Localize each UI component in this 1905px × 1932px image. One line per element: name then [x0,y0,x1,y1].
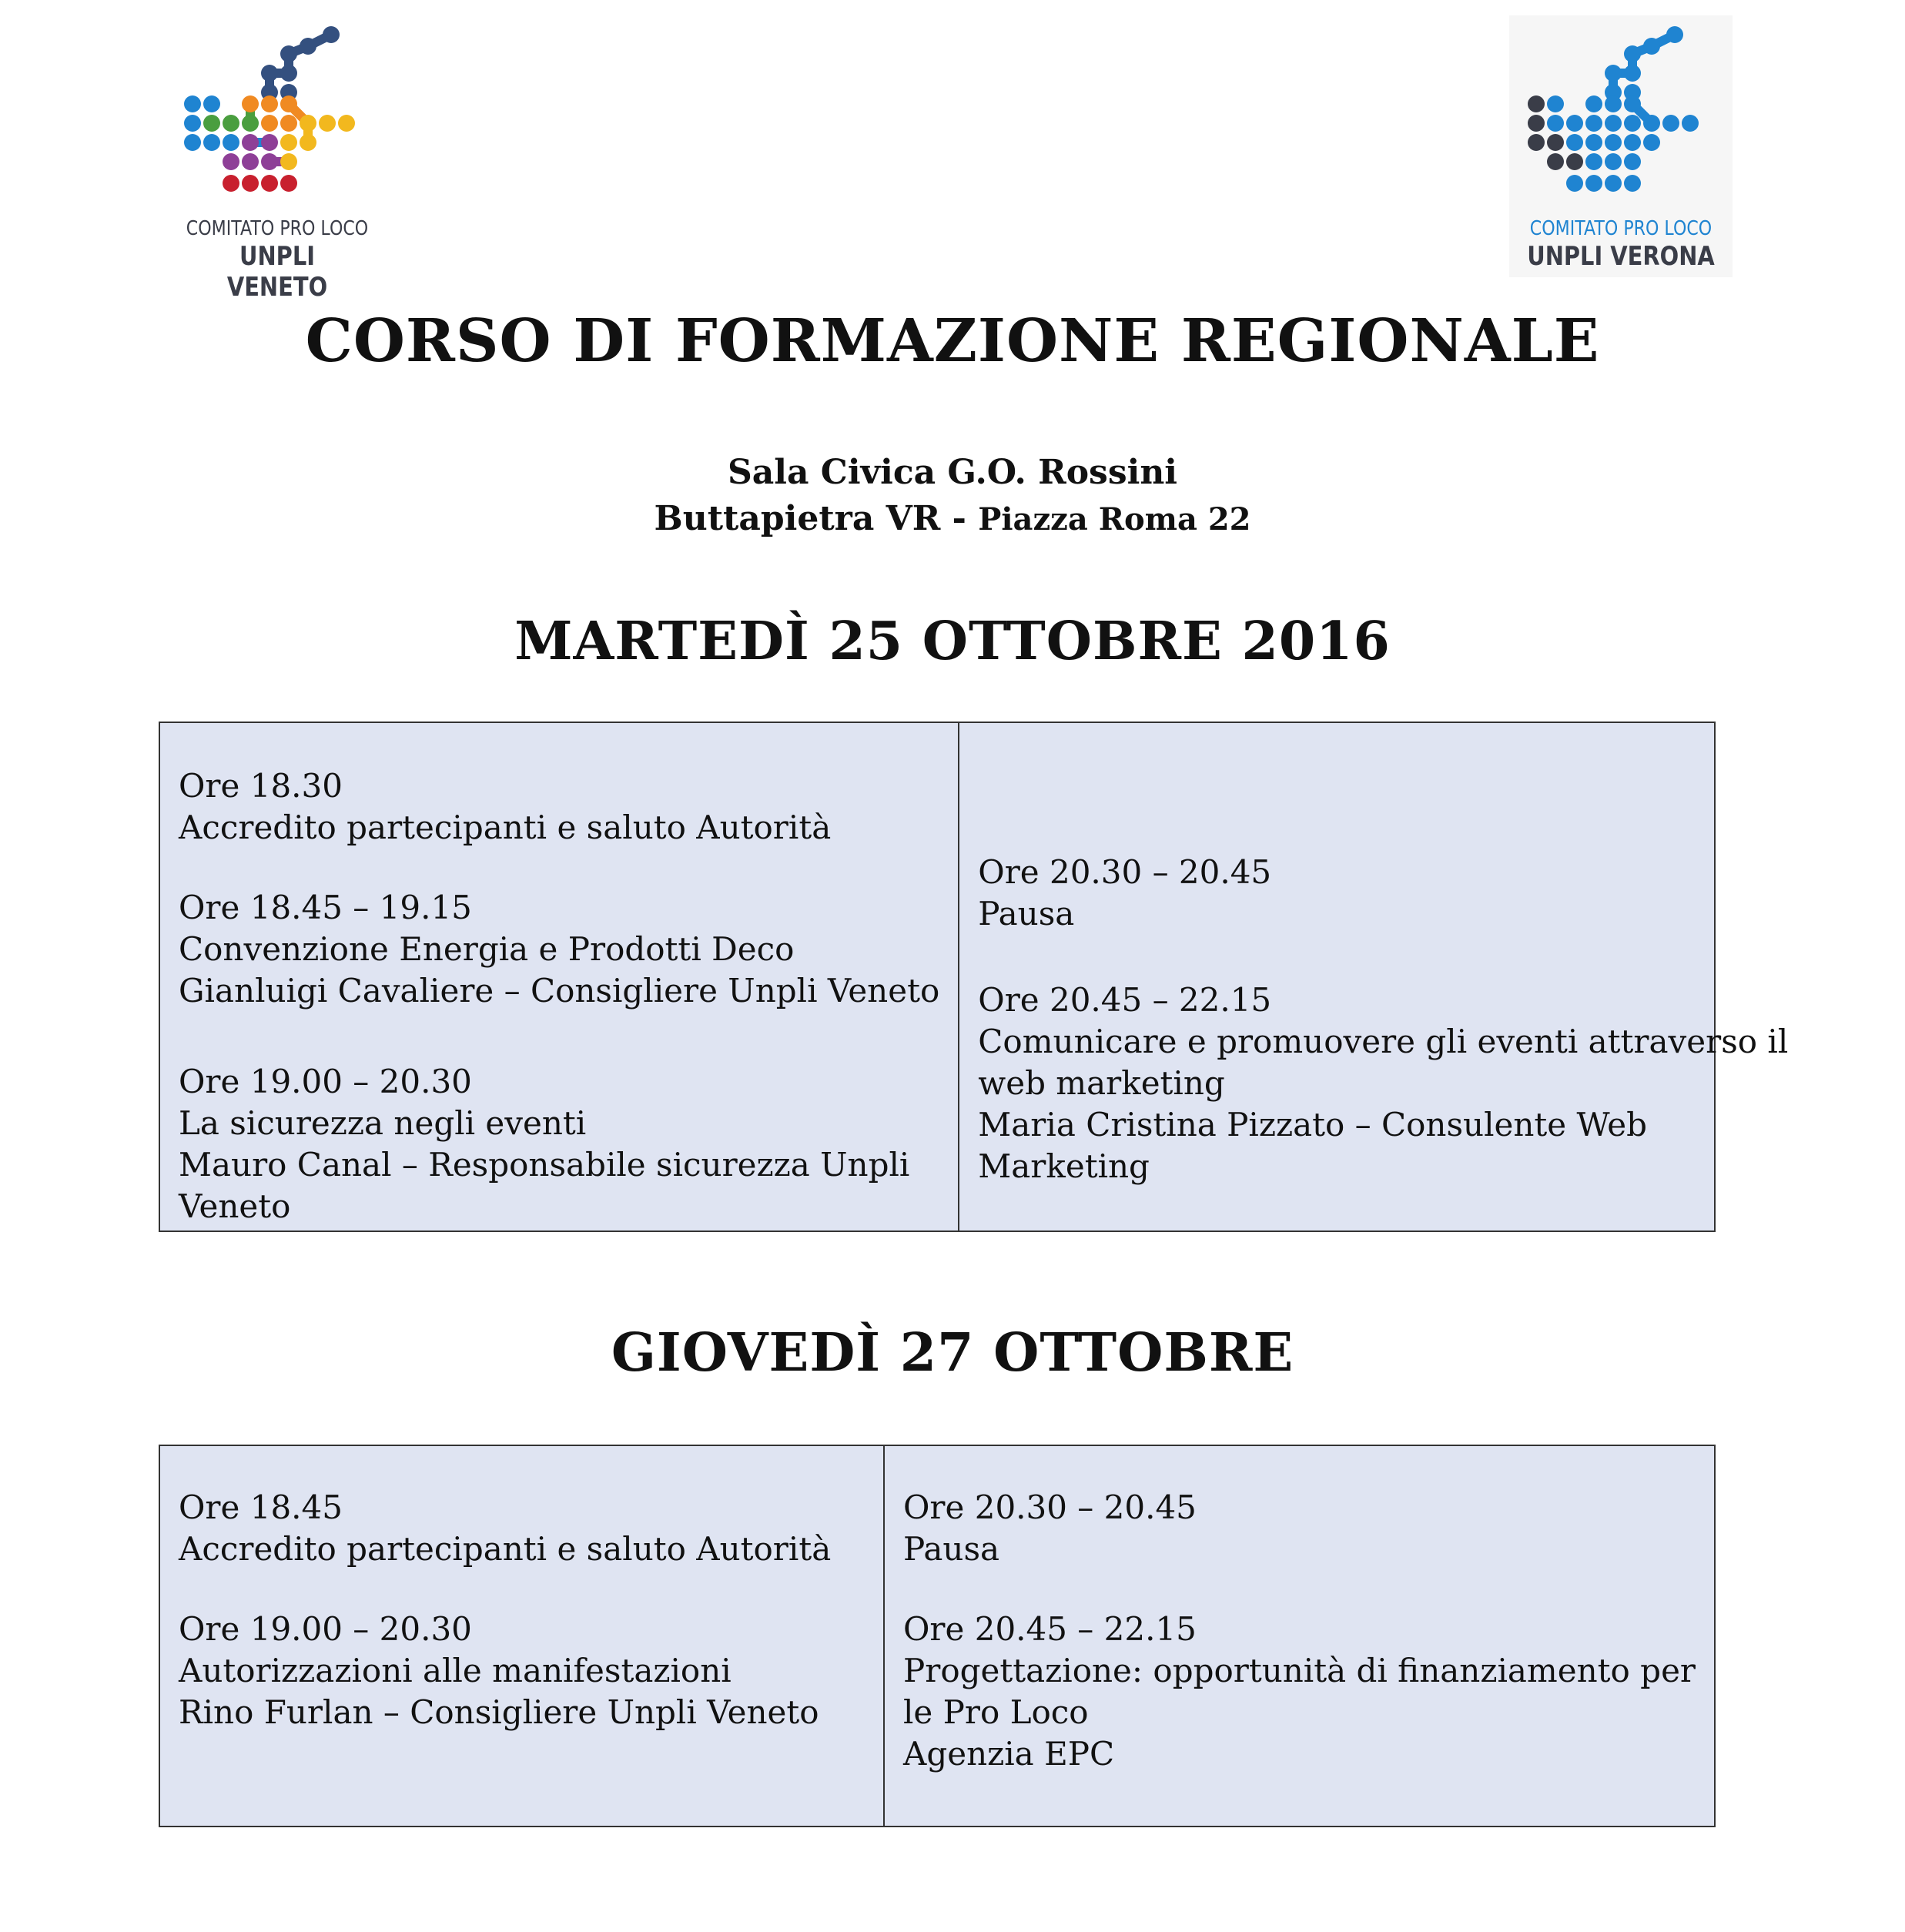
item-text-cont: le Pro Loco [903,1693,1089,1731]
schedule-item [903,1609,1696,1775]
schedule-item [179,1609,865,1733]
schedule-column-left [160,723,958,1231]
schedule-item [179,1487,865,1570]
item-speaker: Rino Furlan – Consigliere Unpli Veneto [179,1693,819,1731]
item-speaker-cont: Marketing [978,1147,1150,1185]
schedule-table-day-2 [159,1445,1716,1827]
schedule-item [903,1487,1696,1570]
day-title-1: MARTEDÌ 25 OTTOBRE 2016 [514,611,1391,672]
schedule-item [179,1061,939,1227]
logo-unpli-verona [1509,15,1733,277]
item-speaker-cont: Veneto [179,1187,291,1225]
item-text: Accredito partecipanti e saluto Autorità [179,809,832,846]
item-text: Pausa [978,895,1075,933]
item-speaker: Agenzia EPC [903,1735,1115,1773]
item-time: Ore 19.00 – 20.30 [179,1610,472,1648]
venue-address [0,499,1905,538]
schedule-table-day-1 [159,722,1789,1232]
logo-dots-verona [1509,15,1733,216]
logo-left-line1: COMITATO PRO LOCO [186,217,369,240]
item-time: Ore 19.00 – 20.30 [179,1063,472,1100]
logo-unpli-veneto [169,15,385,303]
day-title-2: GIOVEDÌ 27 OTTOBRE [611,1322,1294,1384]
schedule-column-right [958,723,1806,1231]
schedule-column-left [160,1446,883,1826]
item-text-cont: web marketing [978,1064,1225,1102]
logo-right-line2: UNPLI VERONA [1527,241,1715,272]
item-text: Comunicare e promuovere gli eventi attraverso il [978,1023,1789,1060]
venue-name: Sala Civica G.O. Rossini [727,453,1178,492]
item-text: Accredito partecipanti e saluto Autorità [179,1530,832,1568]
item-speaker: Gianluigi Cavaliere – Consigliere Unpli Veneto [179,972,940,1010]
venue-street: Piazza Roma 22 [978,501,1251,537]
schedule-column-right [883,1446,1714,1826]
schedule-item [179,765,939,849]
item-time: Ore 18.45 – 19.15 [179,889,472,926]
venue-city: Buttapietra VR - [654,499,979,538]
item-time: Ore 18.45 [179,1488,343,1526]
item-speaker: Mauro Canal – Responsabile sicurezza Unpli [179,1146,910,1184]
schedule-item [978,852,1788,935]
item-time: Ore 20.30 – 20.45 [903,1488,1197,1526]
item-time: Ore 18.30 [179,767,343,805]
page-title: CORSO DI FORMAZIONE REGIONALE [305,306,1600,376]
item-text: Progettazione: opportunità di finanziamento per [903,1652,1696,1689]
item-text: La sicurezza negli eventi [179,1104,587,1142]
item-time: Ore 20.45 – 22.15 [903,1610,1197,1648]
item-text: Pausa [903,1530,1000,1568]
schedule-item [179,887,939,1012]
logo-dots-veneto [169,15,385,216]
logo-right-line1: COMITATO PRO LOCO [1529,217,1712,240]
logo-left-line2: UNPLI VENETO [226,241,328,303]
item-time: Ore 20.30 – 20.45 [978,853,1272,891]
item-text: Convenzione Energia e Prodotti Deco [179,930,795,968]
item-text: Autorizzazioni alle manifestazioni [179,1652,732,1689]
item-speaker: Maria Cristina Pizzato – Consulente Web [978,1106,1647,1143]
schedule-item [978,979,1788,1187]
item-time: Ore 20.45 – 22.15 [978,981,1272,1019]
